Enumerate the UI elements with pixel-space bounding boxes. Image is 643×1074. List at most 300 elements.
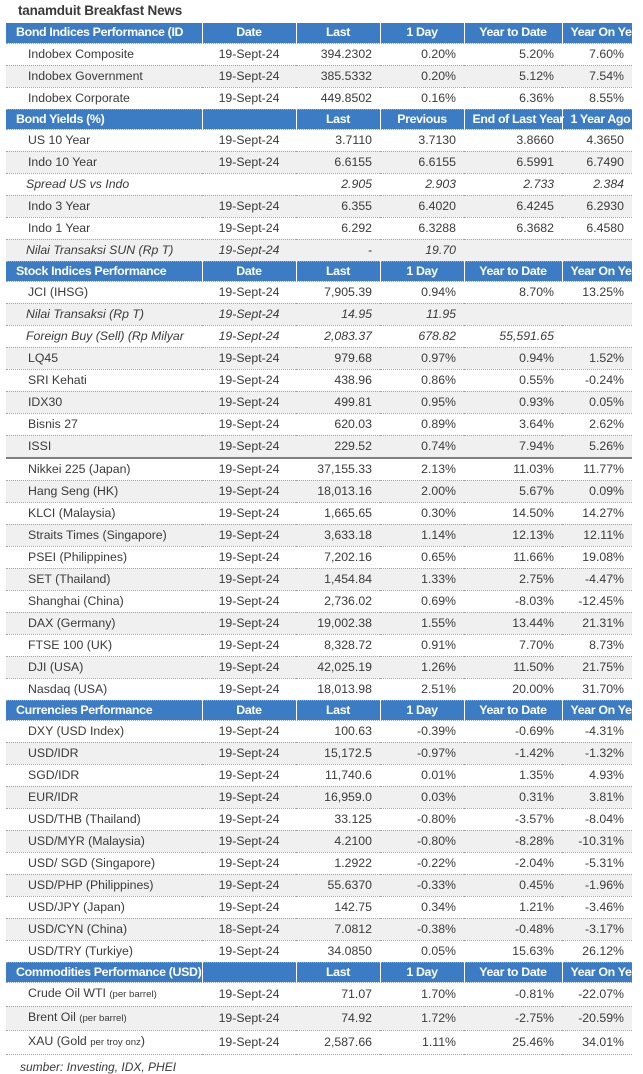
row-label: USD/CYN (China) (6, 918, 202, 940)
row-date: 19-Sept-24 (202, 590, 296, 612)
table-row (6, 325, 632, 347)
row-value: 1.2922 (296, 852, 380, 874)
row-label: EUR/IDR (6, 786, 202, 808)
row-value: 14.27% (562, 502, 632, 524)
row-value: 0.01% (380, 764, 464, 786)
table-row (6, 217, 632, 239)
table-row (6, 546, 632, 568)
row-value: 678.82 (380, 325, 464, 347)
row-value: 3.8660 (464, 129, 562, 151)
row-value: -0.22% (380, 852, 464, 874)
row-label: Indobex Corporate (6, 87, 202, 109)
row-value: 6.7490 (562, 151, 632, 173)
row-date: 18-Sept-24 (202, 918, 296, 940)
row-value: -20.59% (562, 1006, 632, 1030)
row-date: 19-Sept-24 (202, 480, 296, 502)
row-value: 37,155.33 (296, 458, 380, 481)
column-header: Year to Date (464, 261, 562, 281)
table-row (6, 918, 632, 940)
table-row (6, 173, 632, 195)
table-row (6, 940, 632, 962)
row-date: 19-Sept-24 (202, 940, 296, 962)
row-value: 979.68 (296, 347, 380, 369)
row-value: 6.4245 (464, 195, 562, 217)
row-value: 0.20% (380, 65, 464, 87)
row-value: 8.70% (464, 281, 562, 303)
column-header: Last (296, 261, 380, 281)
column-header: Previous (380, 109, 464, 129)
row-value: 0.89% (380, 413, 464, 435)
row-value: 2.903 (380, 173, 464, 195)
row-value: 1.14% (380, 524, 464, 546)
row-value: -0.48% (464, 918, 562, 940)
row-label: Bisnis 27 (6, 413, 202, 435)
row-label: Indo 10 Year (6, 151, 202, 173)
table-row (6, 151, 632, 173)
table-row (6, 391, 632, 413)
row-value: 8.73% (562, 634, 632, 656)
column-header: Year On Year (562, 261, 632, 281)
row-value: 1.52% (562, 347, 632, 369)
row-value: 1.11% (380, 1030, 464, 1054)
row-value: 449.8502 (296, 87, 380, 109)
column-header: Date (202, 261, 296, 281)
column-header: 1 Year Ago (562, 109, 632, 129)
table-row (6, 413, 632, 435)
column-header: Last (296, 23, 380, 43)
row-value: -3.57% (464, 808, 562, 830)
section-header-commodities (6, 962, 632, 982)
row-value: 7.94% (464, 435, 562, 458)
row-value: 21.31% (562, 612, 632, 634)
row-value: 142.75 (296, 896, 380, 918)
column-header: 1 Day (380, 261, 464, 281)
row-value: 5.67% (464, 480, 562, 502)
row-label: DAX (Germany) (6, 612, 202, 634)
row-value: 385.5332 (296, 65, 380, 87)
row-value: 26.12% (562, 940, 632, 962)
row-date (202, 173, 296, 195)
table-row (6, 830, 632, 852)
row-value: 20.00% (464, 678, 562, 700)
row-value: -1.96% (562, 874, 632, 896)
row-label: Foreign Buy (Sell) (Rp Milyar (6, 325, 202, 347)
row-value: 0.65% (380, 546, 464, 568)
row-value: 1.33% (380, 568, 464, 590)
row-label: ISSI (6, 435, 202, 458)
row-value: -8.28% (464, 830, 562, 852)
row-value: -5.31% (562, 852, 632, 874)
row-value: 3.7110 (296, 129, 380, 151)
row-value: -0.80% (380, 830, 464, 852)
row-value: 620.03 (296, 413, 380, 435)
row-date: 19-Sept-24 (202, 524, 296, 546)
row-date: 19-Sept-24 (202, 303, 296, 325)
column-header: Last (296, 962, 380, 982)
column-header: Year to Date (464, 23, 562, 43)
table-row (6, 612, 632, 634)
row-value: 11.50% (464, 656, 562, 678)
column-header: Date (202, 700, 296, 720)
row-date: 19-Sept-24 (202, 764, 296, 786)
row-label: XAU (Gold per troy onz) (6, 1030, 202, 1054)
row-value: 1.35% (464, 764, 562, 786)
column-header: Last (296, 700, 380, 720)
row-date: 19-Sept-24 (202, 742, 296, 764)
row-value: 0.91% (380, 634, 464, 656)
row-date: 19-Sept-24 (202, 391, 296, 413)
row-date: 19-Sept-24 (202, 982, 296, 1006)
row-value: 5.20% (464, 43, 562, 65)
row-value: 8,328.72 (296, 634, 380, 656)
row-value: 6.355 (296, 195, 380, 217)
table-row (6, 303, 632, 325)
row-value: 21.75% (562, 656, 632, 678)
row-value: 8.55% (562, 87, 632, 109)
row-value: 100.63 (296, 720, 380, 742)
row-value: 6.3288 (380, 217, 464, 239)
row-label: USD/THB (Thailand) (6, 808, 202, 830)
table-row (6, 720, 632, 742)
row-label: SRI Kehati (6, 369, 202, 391)
row-value: 19.08% (562, 546, 632, 568)
row-value: 11.77% (562, 458, 632, 481)
row-date: 19-Sept-24 (202, 239, 296, 261)
column-header: Year to Date (464, 962, 562, 982)
row-date: 19-Sept-24 (202, 1030, 296, 1054)
row-value: -1.42% (464, 742, 562, 764)
row-label: Indo 1 Year (6, 217, 202, 239)
column-header (202, 109, 296, 129)
row-value: 4.93% (562, 764, 632, 786)
row-value: 12.13% (464, 524, 562, 546)
row-value: 7.60% (562, 43, 632, 65)
column-header: Year On Year (562, 23, 632, 43)
row-date: 19-Sept-24 (202, 502, 296, 524)
row-date: 19-Sept-24 (202, 151, 296, 173)
source-note: sumber: Investing, IDX, PHEI (20, 1059, 177, 1074)
table-row (6, 874, 632, 896)
table-row (6, 129, 632, 151)
table-row (6, 43, 632, 65)
row-value: -3.17% (562, 918, 632, 940)
row-value: -8.04% (562, 808, 632, 830)
row-value: 15,172.5 (296, 742, 380, 764)
row-value (562, 325, 632, 347)
row-value: 0.93% (464, 391, 562, 413)
row-value: 5.12% (464, 65, 562, 87)
row-label: SET (Thailand) (6, 568, 202, 590)
table-row (6, 87, 632, 109)
row-value: 34.0850 (296, 940, 380, 962)
row-value: -3.46% (562, 896, 632, 918)
row-value: 6.4020 (380, 195, 464, 217)
row-value: 0.09% (562, 480, 632, 502)
row-value: 0.20% (380, 43, 464, 65)
row-value: 0.03% (380, 786, 464, 808)
row-value: 1.55% (380, 612, 464, 634)
row-value: 33.125 (296, 808, 380, 830)
row-value: 0.97% (380, 347, 464, 369)
row-value: -0.39% (380, 720, 464, 742)
row-value: 6.4580 (562, 217, 632, 239)
row-value: -2.04% (464, 852, 562, 874)
row-value: 31.70% (562, 678, 632, 700)
row-label: USD/JPY (Japan) (6, 896, 202, 918)
row-value: 25.46% (464, 1030, 562, 1054)
row-value: -12.45% (562, 590, 632, 612)
table-row (6, 896, 632, 918)
row-value: 6.292 (296, 217, 380, 239)
section-header-bond-indices (6, 23, 632, 43)
column-header: Last (296, 109, 380, 129)
table-row (6, 1030, 632, 1054)
row-value: 2.00% (380, 480, 464, 502)
row-value: 12.11% (562, 524, 632, 546)
row-value: 394.2302 (296, 43, 380, 65)
section-title: Bond Indices Performance (ID (6, 23, 202, 43)
row-value: 0.86% (380, 369, 464, 391)
column-header: End of Last Year (464, 109, 562, 129)
table-row (6, 347, 632, 369)
row-label: JCI (IHSG) (6, 281, 202, 303)
row-value: 2.62% (562, 413, 632, 435)
row-value: -22.07% (562, 982, 632, 1006)
column-header: 1 Day (380, 23, 464, 43)
row-value: 499.81 (296, 391, 380, 413)
table-row (6, 458, 632, 481)
row-label: Crude Oil WTI (per barrel) (6, 982, 202, 1006)
row-date: 19-Sept-24 (202, 612, 296, 634)
row-value: 4.2100 (296, 830, 380, 852)
row-value: -1.32% (562, 742, 632, 764)
row-date: 19-Sept-24 (202, 678, 296, 700)
row-value: 6.2930 (562, 195, 632, 217)
column-header: Year to Date (464, 700, 562, 720)
table-row (6, 568, 632, 590)
row-label: Indobex Composite (6, 43, 202, 65)
row-value: 13.44% (464, 612, 562, 634)
row-value: -4.47% (562, 568, 632, 590)
table-row (6, 982, 632, 1006)
row-value: 2.51% (380, 678, 464, 700)
row-value: 42,025.19 (296, 656, 380, 678)
row-label: Shanghai (China) (6, 590, 202, 612)
row-date: 19-Sept-24 (202, 195, 296, 217)
row-value: 11.03% (464, 458, 562, 481)
row-label: Hang Seng (HK) (6, 480, 202, 502)
table-row (6, 808, 632, 830)
table-row (6, 852, 632, 874)
row-value: 6.5991 (464, 151, 562, 173)
table-row (6, 480, 632, 502)
section-title: Bond Yields (%) (6, 109, 202, 129)
column-header: Year On Year (562, 962, 632, 982)
row-value: 11.66% (464, 546, 562, 568)
row-date: 19-Sept-24 (202, 720, 296, 742)
row-value: 55.6370 (296, 874, 380, 896)
row-value: -0.38% (380, 918, 464, 940)
row-label: Indo 3 Year (6, 195, 202, 217)
row-value: 229.52 (296, 435, 380, 458)
row-value: 2.13% (380, 458, 464, 481)
row-date: 19-Sept-24 (202, 568, 296, 590)
row-value (562, 239, 632, 261)
row-label: Nikkei 225 (Japan) (6, 458, 202, 481)
row-value: 0.74% (380, 435, 464, 458)
row-date: 19-Sept-24 (202, 458, 296, 481)
table-row (6, 786, 632, 808)
table-row (6, 65, 632, 87)
table-row (6, 435, 632, 458)
row-label: USD/TRY (Turkiye) (6, 940, 202, 962)
row-value: -0.69% (464, 720, 562, 742)
row-date: 19-Sept-24 (202, 435, 296, 458)
row-label: PSEI (Philippines) (6, 546, 202, 568)
row-value: 1.72% (380, 1006, 464, 1030)
row-date: 19-Sept-24 (202, 656, 296, 678)
row-value: 5.26% (562, 435, 632, 458)
row-label: Straits Times (Singapore) (6, 524, 202, 546)
row-value: 18,013.98 (296, 678, 380, 700)
row-date: 19-Sept-24 (202, 87, 296, 109)
row-value: 0.45% (464, 874, 562, 896)
row-value: 15.63% (464, 940, 562, 962)
table-row (6, 590, 632, 612)
row-value: 0.30% (380, 502, 464, 524)
row-date: 19-Sept-24 (202, 896, 296, 918)
row-value: -0.97% (380, 742, 464, 764)
row-value: 0.05% (380, 940, 464, 962)
table-row (6, 239, 632, 261)
row-value: -0.33% (380, 874, 464, 896)
row-value (562, 303, 632, 325)
row-label: KLCI (Malaysia) (6, 502, 202, 524)
column-header: Date (202, 23, 296, 43)
row-value: 438.96 (296, 369, 380, 391)
row-value: -8.03% (464, 590, 562, 612)
row-date: 19-Sept-24 (202, 634, 296, 656)
row-date: 19-Sept-24 (202, 413, 296, 435)
row-label: SGD/IDR (6, 764, 202, 786)
row-date: 19-Sept-24 (202, 852, 296, 874)
row-value: 14.50% (464, 502, 562, 524)
section-title: Commodities Performance (USD) (6, 962, 202, 982)
row-value: 0.94% (380, 281, 464, 303)
column-header: 1 Day (380, 700, 464, 720)
row-value: 11,740.6 (296, 764, 380, 786)
row-value: 19.70 (380, 239, 464, 261)
row-label: Nasdaq (USA) (6, 678, 202, 700)
row-value: 7.0812 (296, 918, 380, 940)
section-header-bond-yields (6, 109, 632, 129)
row-date: 19-Sept-24 (202, 347, 296, 369)
row-value: 16,959.0 (296, 786, 380, 808)
row-value: 0.34% (380, 896, 464, 918)
row-value: 2.905 (296, 173, 380, 195)
row-value: 2,736.02 (296, 590, 380, 612)
row-label: LQ45 (6, 347, 202, 369)
table-row (6, 764, 632, 786)
row-value: -10.31% (562, 830, 632, 852)
row-value: 3.81% (562, 786, 632, 808)
row-label: Brent Oil (per barrel) (6, 1006, 202, 1030)
row-label: USD/ SGD (Singapore) (6, 852, 202, 874)
row-value: 13.25% (562, 281, 632, 303)
row-value: 3.64% (464, 413, 562, 435)
row-date: 19-Sept-24 (202, 281, 296, 303)
row-value: 2.384 (562, 173, 632, 195)
row-value: -4.31% (562, 720, 632, 742)
table-row (6, 634, 632, 656)
row-date: 19-Sept-24 (202, 65, 296, 87)
row-label: USD/MYR (Malaysia) (6, 830, 202, 852)
row-label: Nilai Transaksi (Rp T) (6, 303, 202, 325)
row-date: 19-Sept-24 (202, 369, 296, 391)
row-value: 74.92 (296, 1006, 380, 1030)
row-value: 3.7130 (380, 129, 464, 151)
row-date: 19-Sept-24 (202, 129, 296, 151)
row-date: 19-Sept-24 (202, 43, 296, 65)
table-row (6, 369, 632, 391)
table-row (6, 195, 632, 217)
row-date: 19-Sept-24 (202, 325, 296, 347)
row-value: 6.3682 (464, 217, 562, 239)
row-value: 0.69% (380, 590, 464, 612)
row-label: FTSE 100 (UK) (6, 634, 202, 656)
row-value (464, 303, 562, 325)
row-date: 19-Sept-24 (202, 1006, 296, 1030)
row-value: -2.75% (464, 1006, 562, 1030)
section-header-currencies (6, 700, 632, 720)
row-value: 2.733 (464, 173, 562, 195)
column-header (202, 962, 296, 982)
section-title: Currencies Performance (6, 700, 202, 720)
row-value: 0.31% (464, 786, 562, 808)
table-row (6, 656, 632, 678)
column-header: 1 Day (380, 962, 464, 982)
row-value: -0.24% (562, 369, 632, 391)
row-value: 0.55% (464, 369, 562, 391)
row-label: IDX30 (6, 391, 202, 413)
row-value: 1,665.65 (296, 502, 380, 524)
row-value: 6.6155 (296, 151, 380, 173)
row-value: 18,013.16 (296, 480, 380, 502)
market-data-table (6, 23, 643, 1055)
row-value: 3,633.18 (296, 524, 380, 546)
table-row (6, 1006, 632, 1030)
row-value: -0.81% (464, 982, 562, 1006)
row-date: 19-Sept-24 (202, 830, 296, 852)
row-value: 0.94% (464, 347, 562, 369)
page-title: tanamduit Breakfast News (18, 3, 183, 18)
row-date: 19-Sept-24 (202, 217, 296, 239)
column-header: Year On Year (562, 700, 632, 720)
row-label: USD/PHP (Philippines) (6, 874, 202, 896)
row-value: 71.07 (296, 982, 380, 1006)
row-value (464, 239, 562, 261)
row-value: 2,083.37 (296, 325, 380, 347)
row-label: Nilai Transaksi SUN (Rp T) (6, 239, 202, 261)
table-row (6, 742, 632, 764)
row-date: 19-Sept-24 (202, 808, 296, 830)
row-value: 0.95% (380, 391, 464, 413)
section-title: Stock Indices Performance (6, 261, 202, 281)
row-value: 55,591.65 (464, 325, 562, 347)
row-date: 19-Sept-24 (202, 874, 296, 896)
table-row (6, 524, 632, 546)
row-value: 1.21% (464, 896, 562, 918)
